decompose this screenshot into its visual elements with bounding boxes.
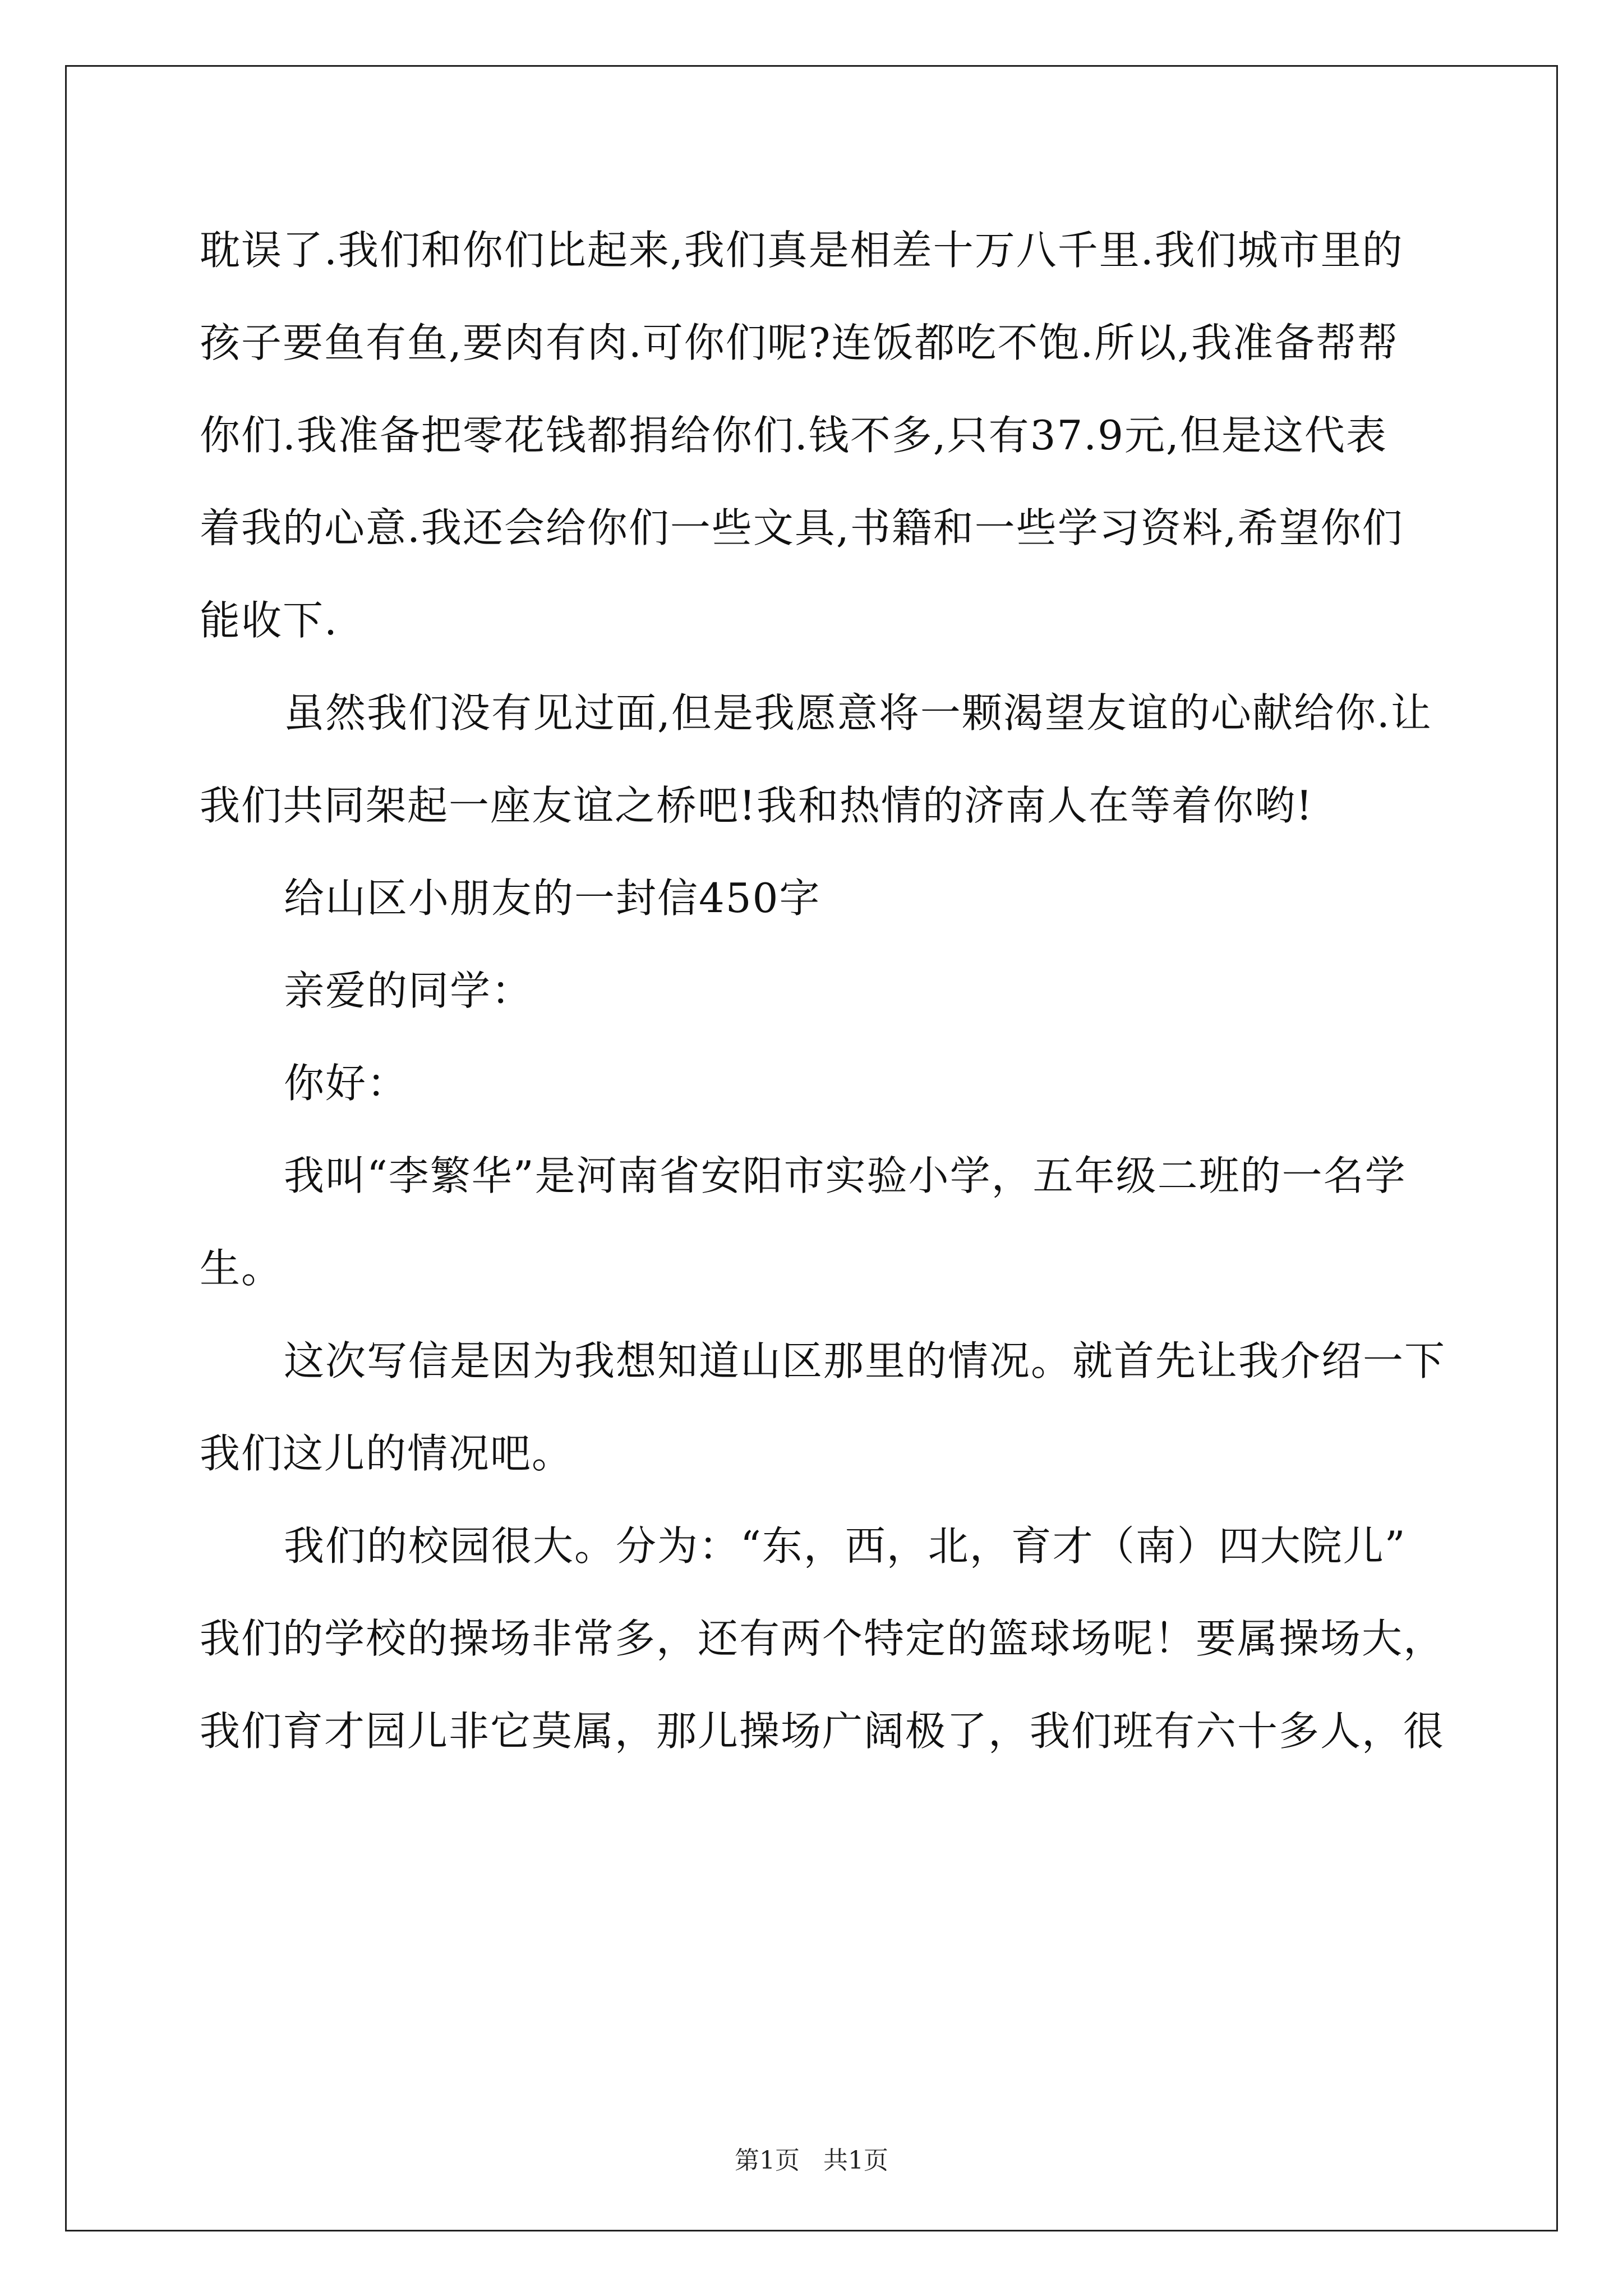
letter-salutation: 亲爱的同学：	[284, 967, 533, 1014]
text-line: 耽误了.我们和你们比起来,我们真是相差十万八千里.我们城市里的	[200, 227, 1404, 274]
text-line: 这次写信是因为我想知道山区那里的情况。就首先让我介绍一下	[284, 1337, 1446, 1384]
text-line: 生。	[200, 1245, 283, 1292]
text-line: 孩子要鱼有鱼,要肉有肉.可你们呢?连饭都吃不饱.所以,我准备帮帮	[200, 319, 1399, 366]
text-line: 我们共同架起一座友谊之桥吧!我和热情的济南人在等着你哟!	[200, 782, 1313, 829]
text-line: 我们这儿的情况吧。	[200, 1430, 574, 1477]
text-line: 我们的学校的操场非常多，还有两个特定的篮球场呢！要属操场大，	[200, 1615, 1445, 1662]
letter-greeting: 你好：	[284, 1060, 409, 1107]
page-border	[65, 65, 1558, 2231]
text-line: 着我的心意.我还会给你们一些文具,书籍和一些学习资料,希望你们	[200, 504, 1404, 551]
page-footer	[0, 2140, 1623, 2176]
text-line: 我们育才园儿非它莫属，那儿操场广阔极了，我们班有六十多人，很	[200, 1708, 1445, 1755]
page-number-current: 第1页	[735, 2146, 800, 2175]
text-line: 能收下.	[200, 597, 338, 644]
text-line: 你们.我准备把零花钱都捐给你们.钱不多,只有37.9元,但是这代表	[200, 412, 1387, 459]
text-line: 虽然我们没有见过面,但是我愿意将一颗渴望友谊的心献给你.让	[284, 689, 1432, 737]
text-line: 我们的校园很大。分为：“东，西，北，育才（南）四大院儿”	[284, 1522, 1407, 1570]
letter-title: 给山区小朋友的一封信450字	[284, 875, 821, 922]
text-line: 我叫“李繁华”是河南省安阳市实验小学，五年级二班的一名学	[284, 1152, 1407, 1199]
page-number-total: 共1页	[823, 2146, 888, 2175]
